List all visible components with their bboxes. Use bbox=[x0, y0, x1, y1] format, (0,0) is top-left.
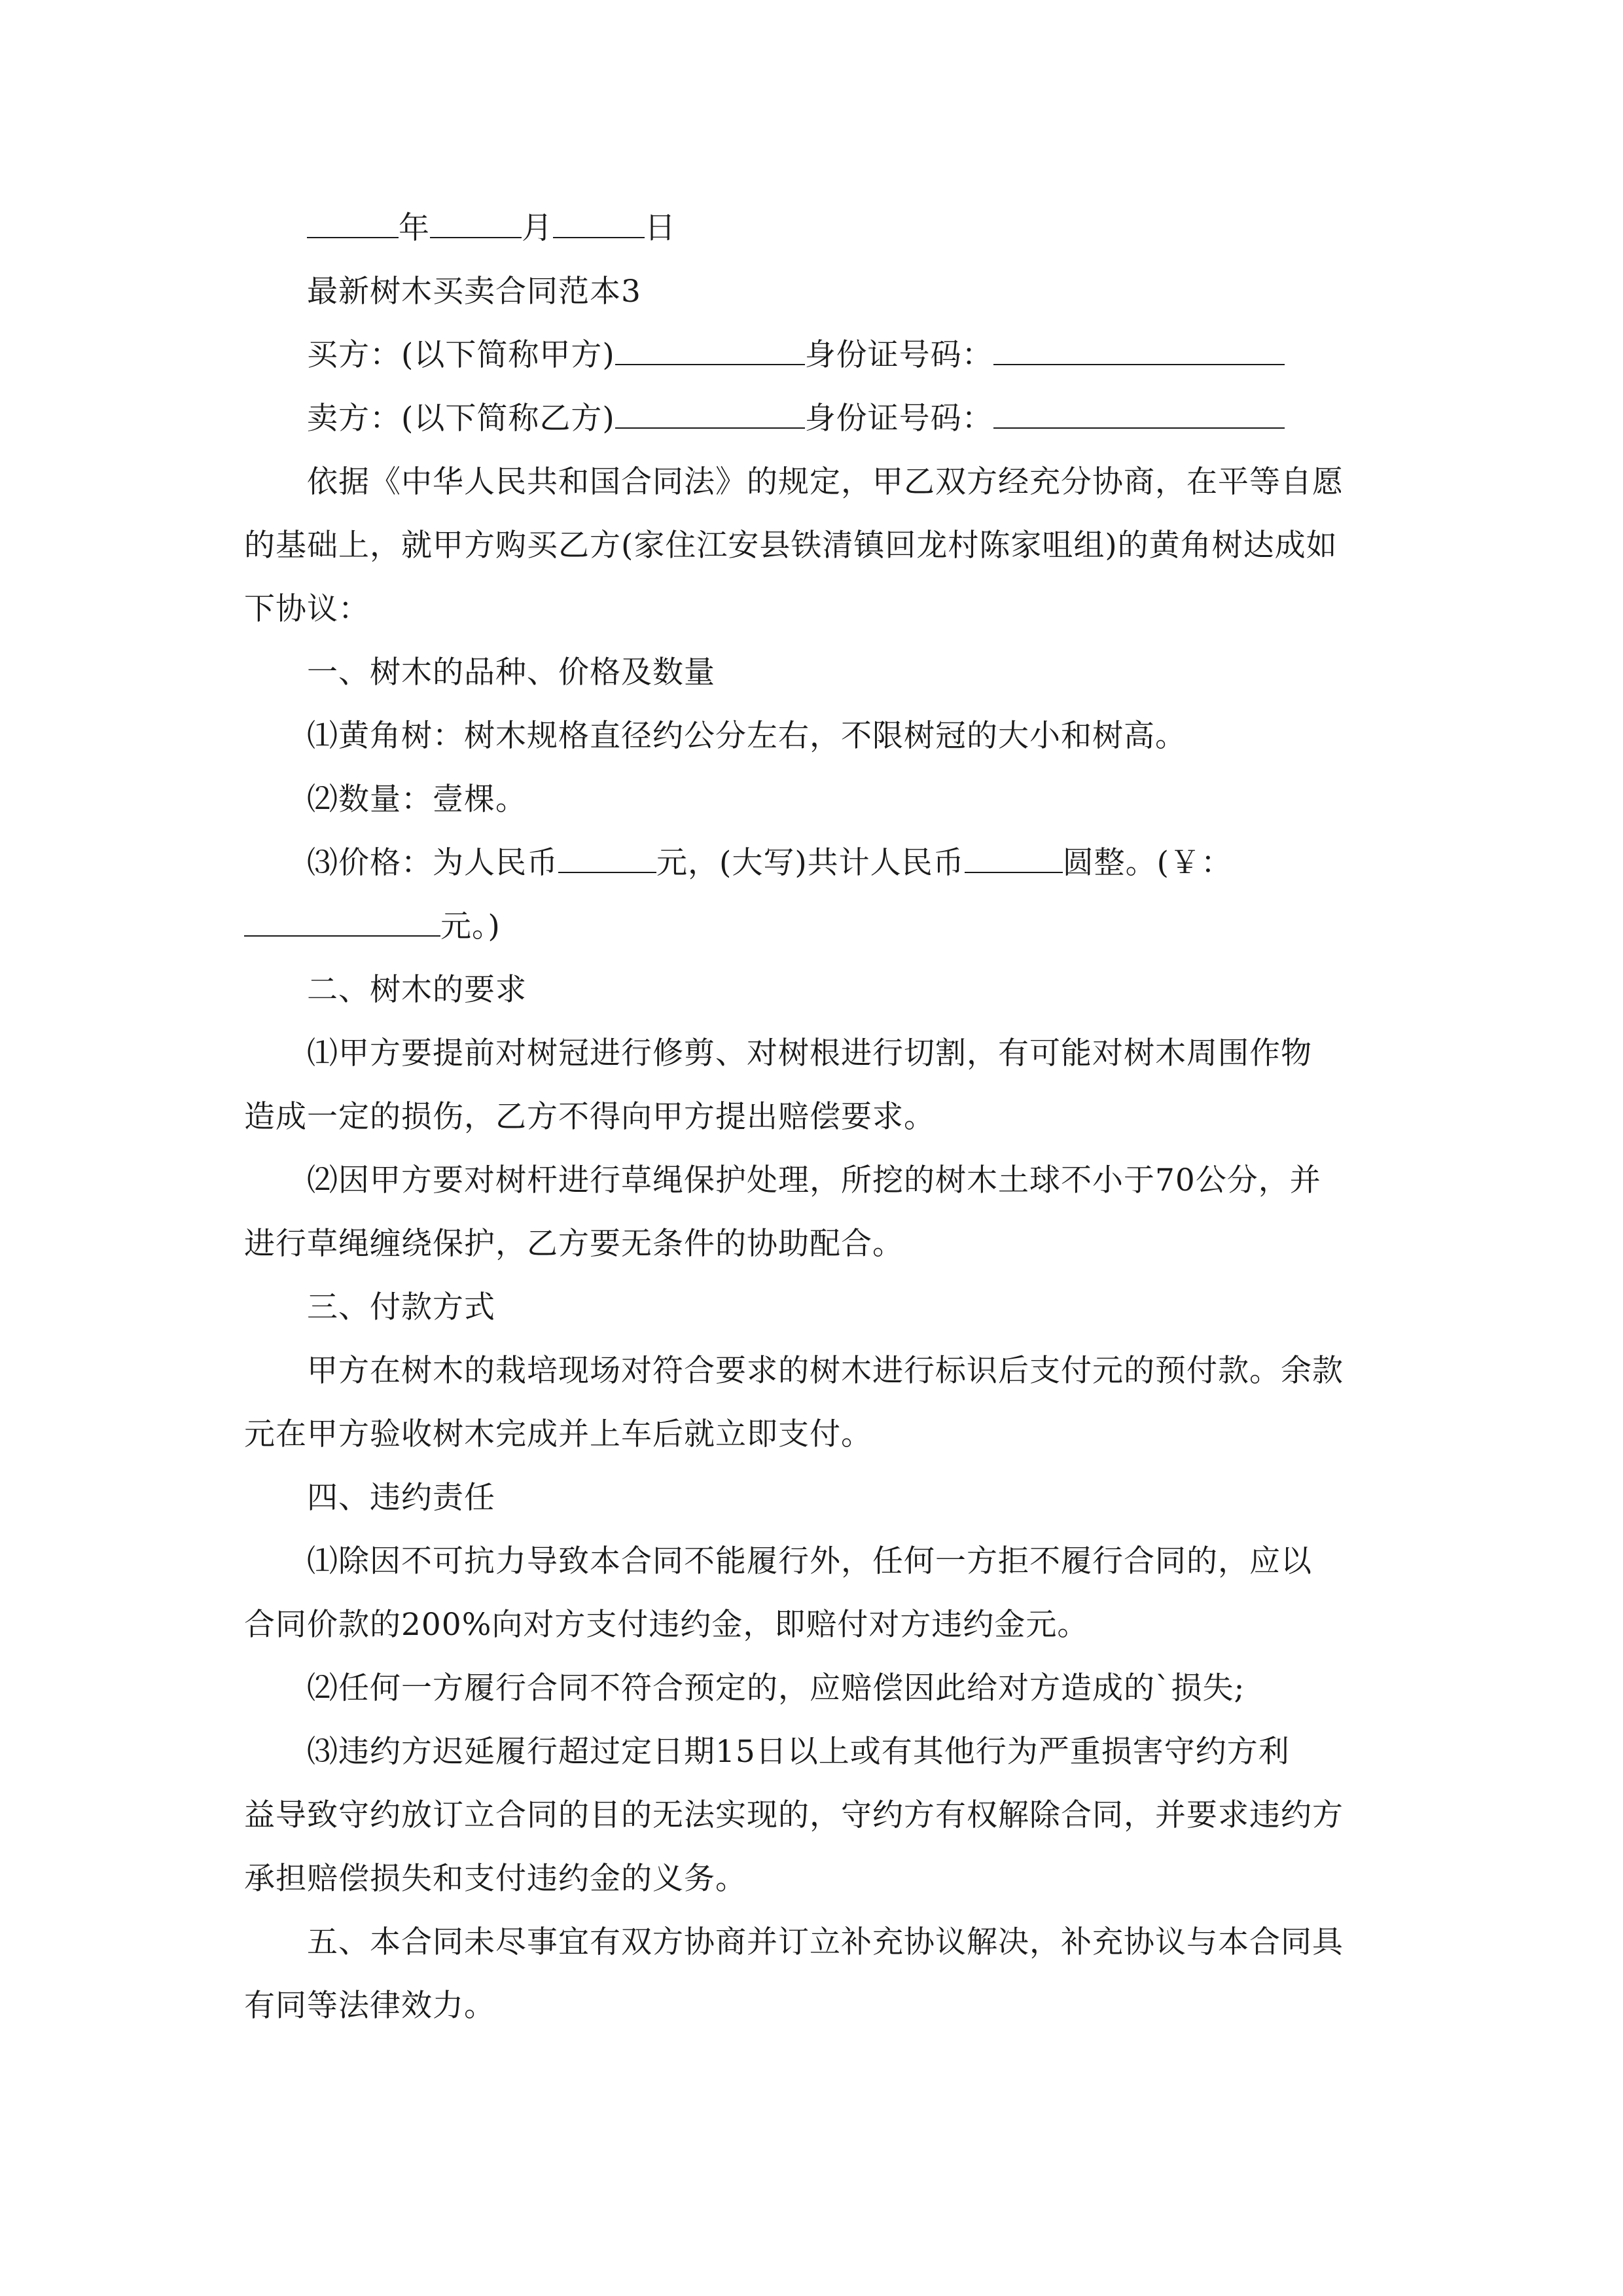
day-blank[interactable] bbox=[553, 212, 645, 238]
section-3-heading: 三、付款方式 bbox=[307, 1289, 495, 1325]
section-4-item-3-line-2: 益导致守约放订立合同的目的无法实现的，守约方有权解除合同，并要求违约方 bbox=[244, 1797, 1344, 1833]
section-2-item-1-line-2: 造成一定的损伤，乙方不得向甲方提出赔偿要求。 bbox=[244, 1099, 935, 1135]
section-1-item-1: ⑴黄角树：树木规格直径约公分左右，不限树冠的大小和树高。 bbox=[307, 718, 1186, 754]
section-5-line-2: 有同等法律效力。 bbox=[244, 1988, 495, 2024]
document-body bbox=[244, 196, 1380, 2037]
section-4-item-1-line-1: ⑴除因不可抗力导致本合同不能履行外，任何一方拒不履行合同的，应以 bbox=[307, 1543, 1312, 1579]
section-1-heading: 一、树木的品种、价格及数量 bbox=[307, 655, 715, 691]
buyer-name-blank[interactable] bbox=[615, 339, 805, 365]
buyer-line bbox=[244, 323, 1380, 387]
seller-line bbox=[244, 387, 1380, 450]
section-4-heading: 四、违约责任 bbox=[307, 1480, 495, 1516]
section-3-line-1: 甲方在树木的栽培现场对符合要求的树木进行标识后支付元的预付款。余款 bbox=[307, 1353, 1344, 1389]
seller-name-blank[interactable] bbox=[615, 403, 805, 429]
seller-id-label: 身份证号码： bbox=[804, 401, 993, 437]
section-2-item-2-line-1: ⑵因甲方要对树杆进行草绳保护处理，所挖的树木土球不小于70公分，并 bbox=[307, 1162, 1321, 1198]
month-label: 月 bbox=[522, 210, 553, 246]
intro-line-3: 下协议： bbox=[244, 591, 370, 627]
price-symbol-blank[interactable] bbox=[244, 910, 440, 937]
document-title: 最新树木买卖合同范本3 bbox=[307, 274, 641, 310]
price-uppercase-label: 元，(大写)共计人民币 bbox=[656, 845, 965, 881]
section-2-item-2-line-2: 进行草绳缠绕保护，乙方要无条件的协助配合。 bbox=[244, 1226, 904, 1262]
section-2-item-1-line-1: ⑴甲方要提前对树冠进行修剪、对树根进行切割，有可能对树木周围作物 bbox=[307, 1035, 1312, 1071]
intro-line-1: 依据《中华人民共和国合同法》的规定，甲乙双方经充分协商，在平等自愿 bbox=[307, 464, 1344, 500]
section-4-item-3-line-1: ⑶违约方迟延履行超过定日期15日以上或有其他行为严重损害守约方利 bbox=[307, 1734, 1290, 1770]
section-1-item-2: ⑵数量：壹棵。 bbox=[307, 781, 527, 817]
buyer-id-blank[interactable] bbox=[993, 339, 1285, 365]
year-blank[interactable] bbox=[307, 212, 399, 238]
price-yuan-label: 圆整。(￥： bbox=[1062, 845, 1233, 881]
price-uppercase-blank[interactable] bbox=[965, 847, 1063, 873]
seller-id-blank[interactable] bbox=[993, 403, 1285, 429]
month-blank[interactable] bbox=[430, 212, 522, 238]
section-4-item-3-line-3: 承担赔偿损失和支付违约金的义务。 bbox=[244, 1861, 747, 1897]
section-4-item-1-line-2: 合同价款的200%向对方支付违约金，即赔付对方违约金元。 bbox=[244, 1607, 1089, 1643]
price-blank[interactable] bbox=[558, 847, 656, 873]
day-label: 日 bbox=[645, 210, 676, 246]
year-label: 年 bbox=[399, 210, 430, 246]
price-end: 元。) bbox=[440, 908, 501, 944]
price-label: ⑶价格：为人民币 bbox=[307, 845, 558, 881]
section-4-item-2: ⑵任何一方履行合同不符合预定的，应赔偿因此给对方造成的`损失; bbox=[307, 1670, 1245, 1706]
date-line bbox=[244, 196, 1380, 260]
buyer-label: 买方：(以下简称甲方) bbox=[307, 337, 615, 373]
section-3-line-2: 元在甲方验收树木完成并上车后就立即支付。 bbox=[244, 1416, 872, 1452]
section-5-line-1: 五、本合同未尽事宜有双方协商并订立补充协议解决，补充协议与本合同具 bbox=[307, 1924, 1344, 1960]
section-1-item-3-cont bbox=[244, 895, 1380, 958]
intro-line-2: 的基础上，就甲方购买乙方(家住江安县铁清镇回龙村陈家咀组)的黄角树达成如 bbox=[244, 528, 1338, 564]
section-2-heading: 二、树木的要求 bbox=[307, 972, 527, 1008]
buyer-id-label: 身份证号码： bbox=[804, 337, 993, 373]
seller-label: 卖方：(以下简称乙方) bbox=[307, 401, 615, 437]
section-1-item-3 bbox=[244, 831, 1380, 895]
